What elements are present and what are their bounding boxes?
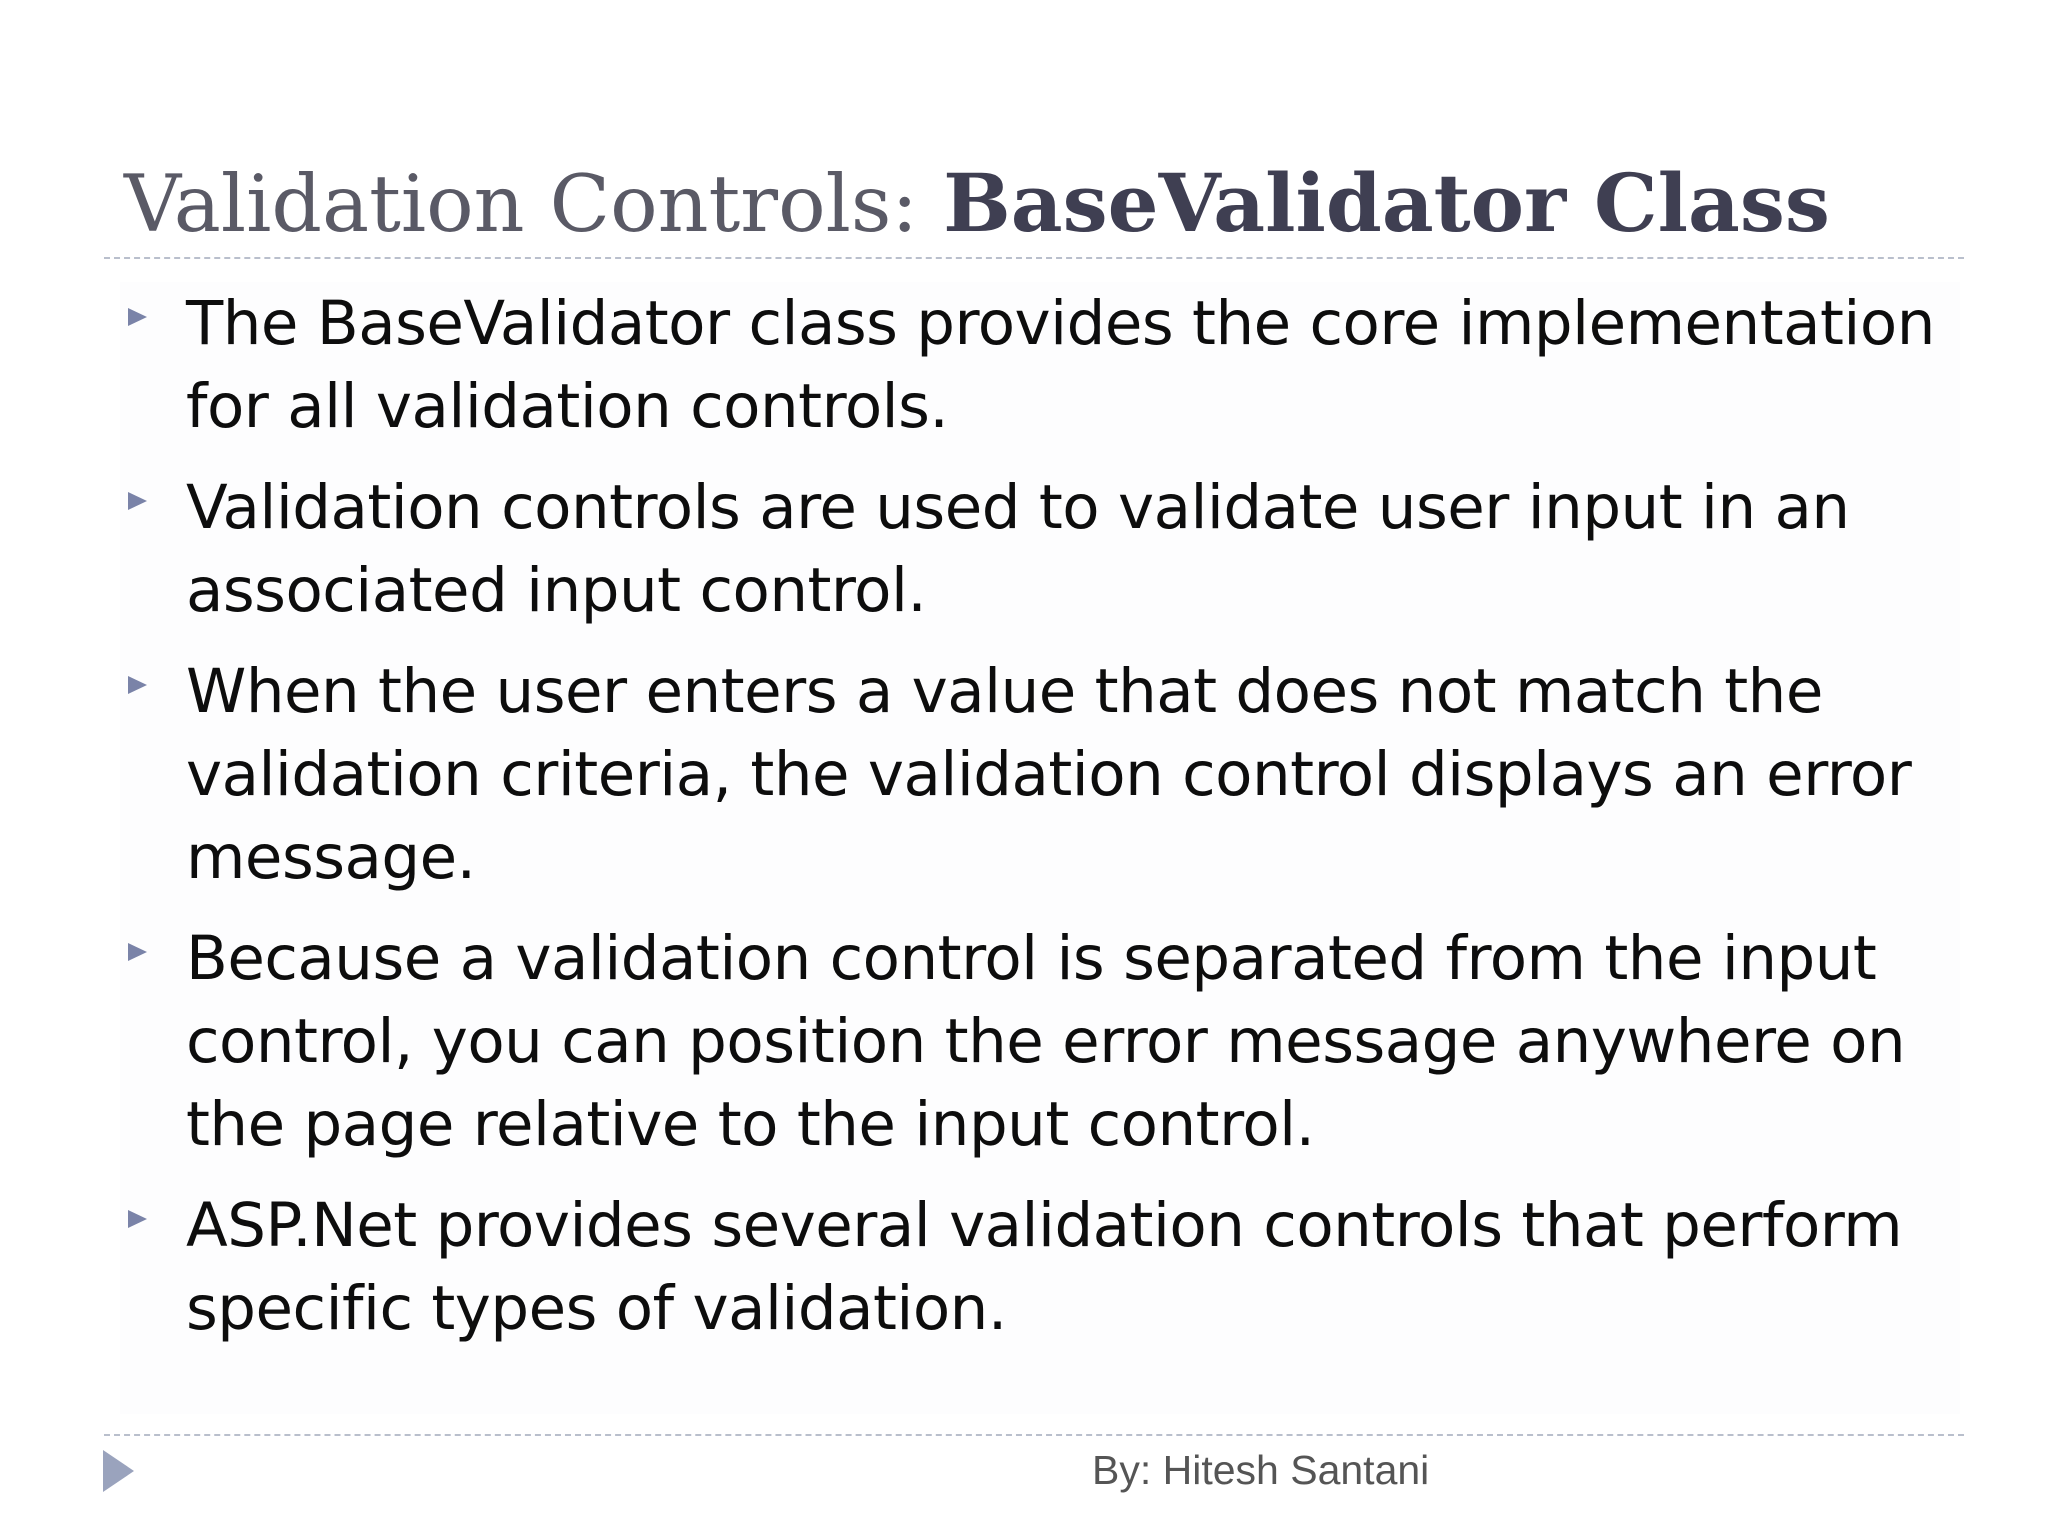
bullet-text: Validation controls are used to validate user input in an associated input control.: [186, 472, 1850, 626]
bullet-text: Because a validation control is separated from the input control, you can position the error message anywhere on the page relative to the input control.: [186, 923, 1906, 1160]
triangle-right-icon: [128, 1210, 147, 1228]
bullet-item: [120, 466, 1960, 632]
bullet-text: The BaseValidator class provides the core implementation for all validation controls.: [186, 288, 1935, 442]
footer-author: By: Hitesh Santani: [1092, 1447, 1430, 1493]
slide-title-plain: Validation Controls:: [124, 158, 944, 250]
slide-body: [120, 282, 1960, 1414]
title-divider: [104, 257, 1964, 259]
footer-divider: [104, 1434, 1964, 1436]
bullet-text: ASP.Net provides several validation controls that perform specific types of validation.: [186, 1190, 1903, 1344]
slide-title: [124, 148, 1954, 258]
triangle-right-icon: [128, 676, 147, 694]
triangle-right-icon: [128, 308, 147, 326]
slide-title-bold: BaseValidator Class: [943, 156, 1830, 250]
triangle-right-icon: [103, 1450, 134, 1492]
triangle-right-icon: [128, 943, 147, 961]
bullet-item: [120, 282, 1960, 448]
bullet-item: [120, 650, 1960, 899]
bullet-item: [120, 917, 1960, 1166]
bullet-list: [120, 282, 1960, 1368]
bullet-item: [120, 1184, 1960, 1350]
triangle-right-icon: [128, 492, 147, 510]
bullet-text: When the user enters a value that does not match the validation criteria, the validation control displays an error message.: [186, 656, 1912, 893]
